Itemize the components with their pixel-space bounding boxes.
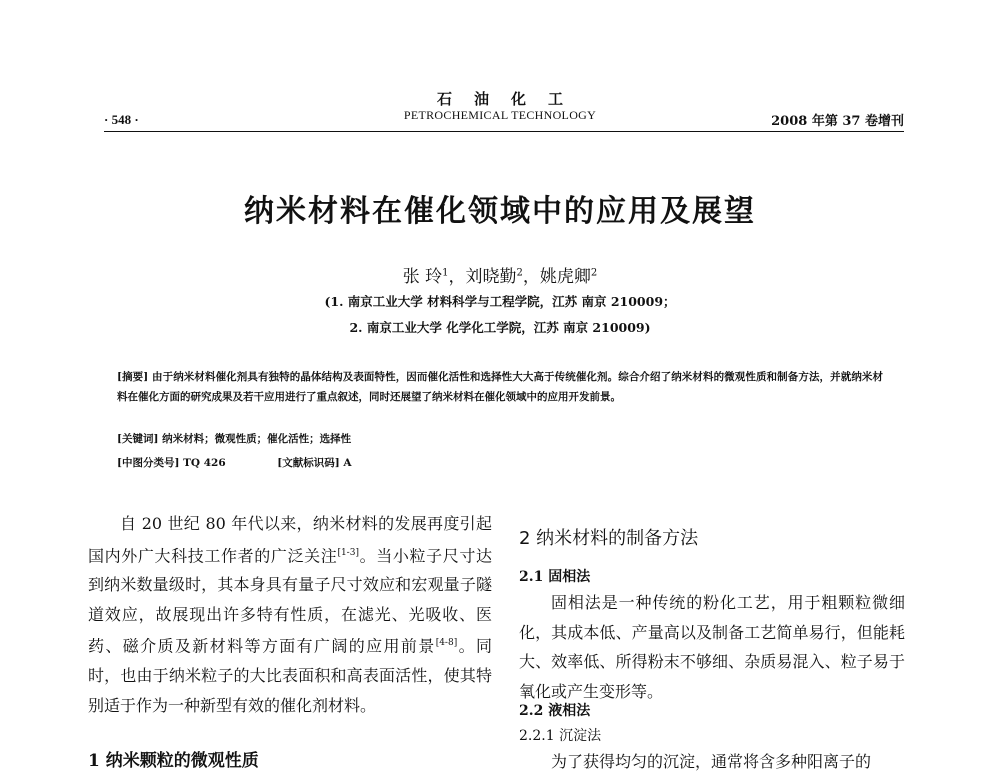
clc-value: TQ 426: [183, 457, 226, 469]
clc-label: [中图分类号]: [117, 457, 180, 469]
journal-name-cn: 石油化工: [436, 90, 585, 108]
subsection-2-2-1-heading: 2.2.1 沉淀法: [519, 728, 602, 744]
paper-title: 纳米材料在催化领域中的应用及展望: [244, 194, 756, 229]
author-3-affil: 2: [590, 267, 598, 279]
issue-info: 2008 年第 37 卷增刊: [771, 114, 904, 129]
doc-code-label: [文献标识码]: [277, 457, 340, 469]
section-1-heading: 1 纳米颗粒的微观性质: [88, 751, 259, 771]
intro-paragraph: [88, 509, 492, 720]
keywords: [117, 431, 883, 446]
page-number: · 548 ·: [104, 112, 139, 127]
author-1: 张 玲: [402, 267, 443, 287]
paragraph-continuation: 为了获得均匀的沉淀，通常将含多种阳离子的: [551, 752, 872, 771]
author-separator: ，: [522, 267, 540, 287]
author-separator: ，: [448, 267, 466, 287]
author-2-affil: 2: [516, 267, 523, 279]
journal-name-en: PETROCHEMICAL TECHNOLOGY: [403, 108, 597, 122]
doc-code-value: A: [343, 457, 352, 469]
abstract-text: 由于纳米材料催化剂具有独特的晶体结构及表面特性，因而催化活性和选择性大大高于传统催化剂。综合介绍了纳米材料的微观性质和制备方法，并就纳米材料在催化方面的研究成果及若干应用进行了重点叙述，同时还展望了纳米材料在催化领域中的应用开发前景。: [117, 371, 884, 403]
intro-text-3: 。同时，也由于纳米粒子的大比表面积和高表面活性，使其特别适于作为一种新型有效的催化剂材料。: [88, 636, 492, 715]
subsection-2-1-text: 固相法是一种传统的粉化工艺，用于粗颗粒微细化，其成本低、产量高以及制备工艺简单易行，但能耗大、效率低、所得粉末不够细、杂质易混入、粒子易于氧化或产生变形等。: [519, 593, 905, 701]
affiliation-1: (1. 南京工业大学 材料科学与工程学院，江苏 南京 210009；: [324, 294, 676, 309]
keywords-label: [关键词]: [117, 433, 159, 445]
author-2: 刘晓勤: [465, 267, 517, 287]
classification: [117, 455, 883, 470]
section-2-heading: 2 纳米材料的制备方法: [519, 528, 699, 549]
header-rule: [104, 131, 904, 132]
subsection-2-1-heading: 2.1 固相法: [519, 569, 591, 585]
intro-text-1: 自 20 世纪 80 年代以来，纳米材料的发展再度引起国内外广大科技工作者的广泛关注: [88, 514, 492, 565]
affiliation-2: 2. 南京工业大学 化学化工学院，江苏 南京 210009): [349, 320, 651, 335]
abstract-label: [摘要]: [117, 371, 149, 383]
author-1-affil: 1: [442, 267, 449, 279]
citation: [4-8]: [435, 638, 458, 649]
author-3: 姚虎卿: [539, 267, 591, 287]
abstract: [117, 367, 883, 407]
intro-text-2: 。当小粒子尺寸达到纳米数量级时，其本身具有量子尺寸效应和宏观量子隧道效应，故展现出许多特有性质，在滤光、光吸收、医药、磁介质及新材料等方面有广阔的应用前景: [88, 545, 492, 656]
subsection-2-2-heading: 2.2 液相法: [519, 703, 591, 719]
citation: [1-3]: [337, 547, 359, 558]
author-line: [100, 262, 900, 287]
keywords-text: 纳米材料；微观性质；催化活性；选择性: [162, 433, 352, 445]
